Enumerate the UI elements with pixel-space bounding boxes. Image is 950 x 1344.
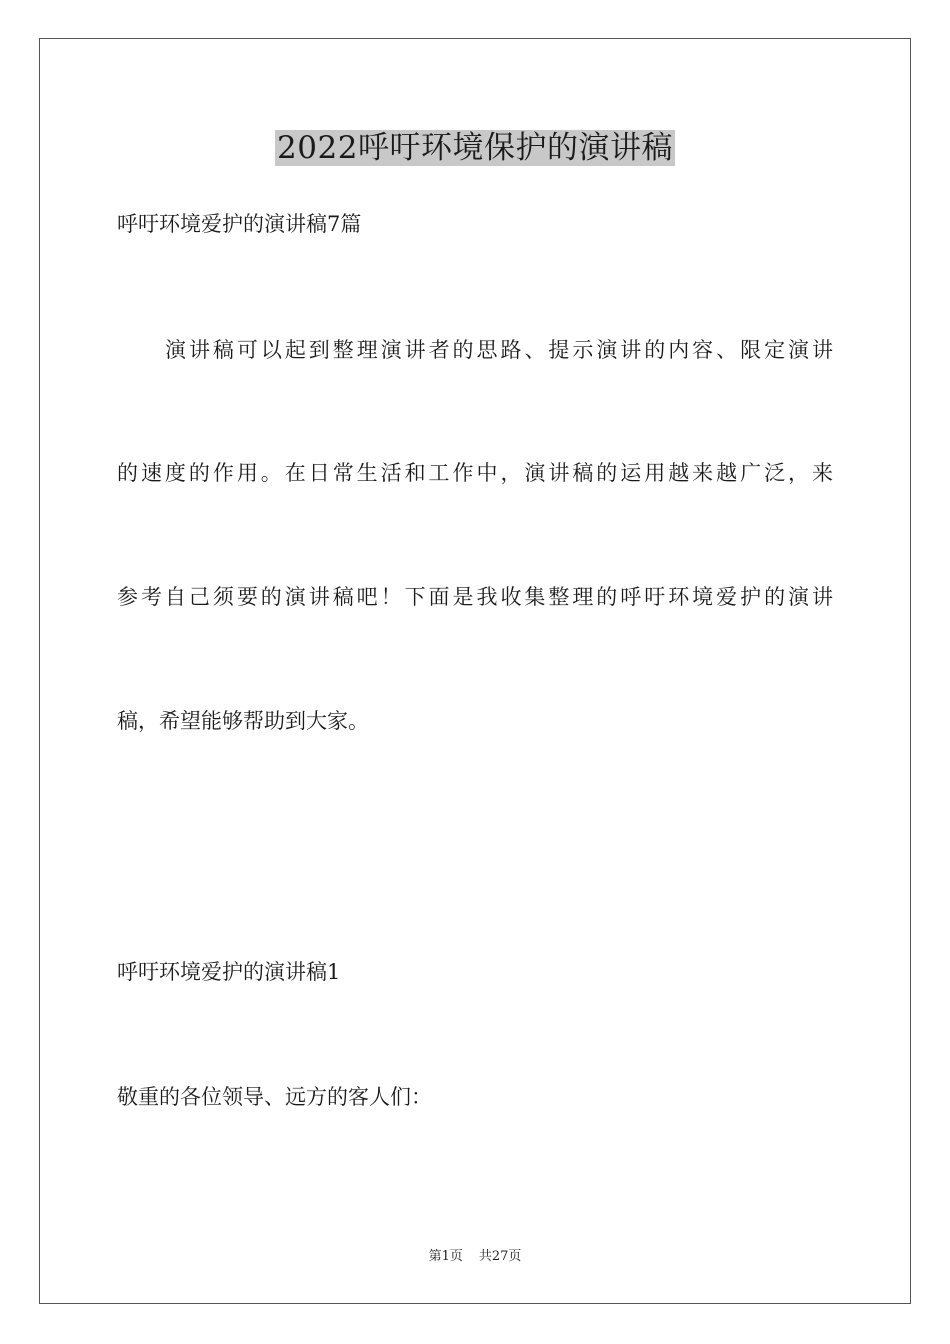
intro-paragraph-line-2: 的速度的作用。在日常生活和工作中，演讲稿的运用越来越广泛，来 — [117, 461, 833, 485]
section-heading: 呼吁环境爱护的演讲稿1 — [117, 960, 341, 984]
page-footer — [0, 1248, 950, 1266]
salutation: 敬重的各位领导、远方的客人们： — [117, 1085, 432, 1109]
document-title-text: 2022呼吁环境保护的演讲稿 — [277, 130, 673, 166]
document-title — [0, 128, 950, 168]
intro-paragraph-line-3: 参考自己须要的演讲稿吧！下面是我收集整理的呼吁环境爱护的演讲 — [117, 585, 833, 609]
page-number: 第1页 — [428, 1249, 463, 1264]
total-pages: 共27页 — [478, 1249, 522, 1264]
intro-paragraph-line-4: 稿，希望能够帮助到大家。 — [117, 709, 369, 733]
document-subtitle: 呼吁环境爱护的演讲稿7篇 — [117, 212, 362, 236]
intro-paragraph-line-1: 演讲稿可以起到整理演讲者的思路、提示演讲的内容、限定演讲 — [165, 338, 833, 362]
